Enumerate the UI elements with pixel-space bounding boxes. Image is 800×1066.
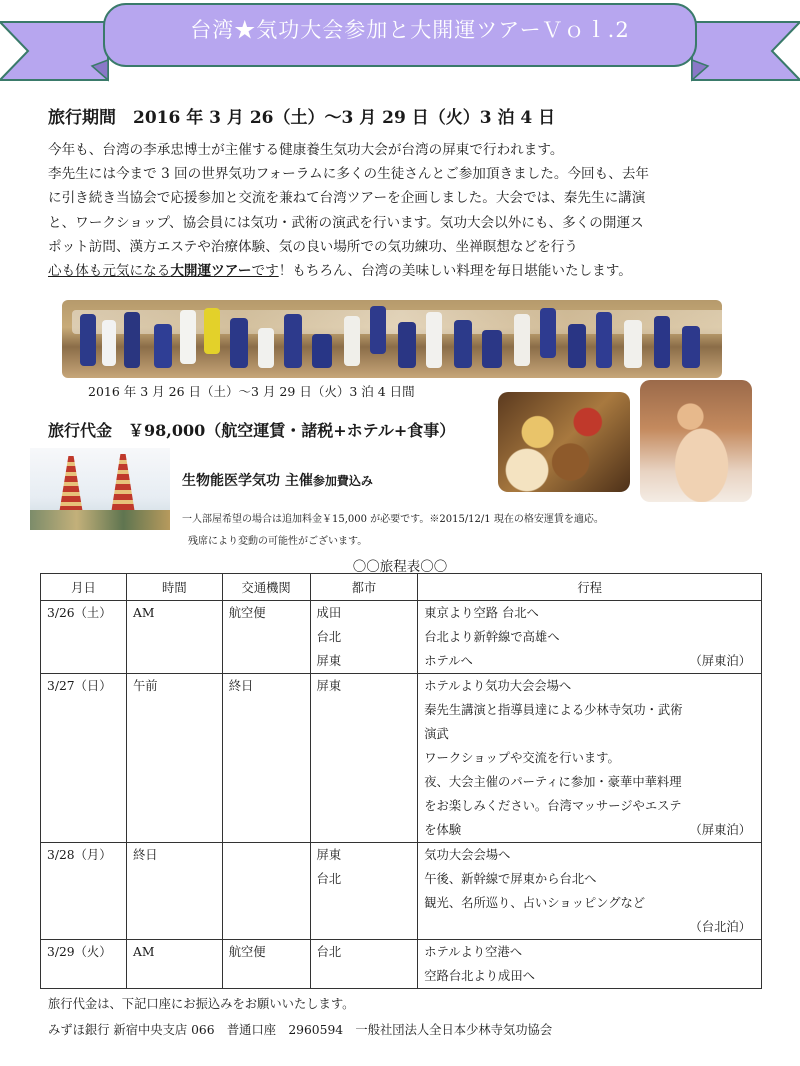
cell-transport [222, 674, 310, 843]
itinerary-line: ワークショップや交流を行います。 [424, 751, 620, 765]
cell-date-text: 3/27（日） [47, 679, 112, 693]
cell-transport [222, 843, 310, 940]
cell-itinerary [418, 674, 762, 843]
cell-itinerary [418, 843, 762, 940]
itinerary-line: 台北より新幹線で高雄へ [424, 630, 560, 644]
schedule-row [41, 940, 762, 989]
itinerary-line: ホテルより空港へ [424, 945, 523, 959]
itinerary-line: 秦先生講演と指導員達による少林寺気功・武術 [424, 703, 683, 717]
cell-time [126, 674, 222, 843]
host-fee-included: 参加費込み [312, 474, 373, 488]
itinerary-line: 東京より空路 台北へ [424, 606, 539, 620]
overnight-stay: （台北泊） [689, 920, 751, 934]
cell-date [41, 674, 127, 843]
underlined-text: です [251, 263, 279, 280]
itinerary-line: 観光、名所巡り、占いショッピングなど [424, 896, 646, 910]
intro-line: 李先生には今まで 3 回の世界気功フォーラムに多くの生徒さんとご参加頂きました。今回も、去年 [48, 166, 650, 183]
city-line: 台北 [316, 872, 342, 886]
cell-date-text: 3/26（土） [47, 606, 112, 620]
itinerary-line: をお楽しみください。台湾マッサージやエステ [424, 799, 682, 813]
intro-line [48, 259, 768, 283]
intro-line: に引き続き当協会で応援参加と交流を兼ねて台湾ツアーを企画しました。大会では、秦先生に講演 [48, 190, 646, 207]
cell-city [310, 940, 418, 989]
travel-price: 旅行代金 ￥98,000（航空運賃・諸税+ホテル+食事） [48, 421, 456, 440]
cell-date-text: 3/29（火） [47, 945, 112, 959]
itinerary-line: ホテルへ [424, 654, 473, 668]
cell-itinerary [418, 940, 762, 989]
food-photo [498, 392, 630, 492]
header-transport: 交通機関 [222, 574, 310, 601]
intro-line: と、ワークショップ、協会員には気功・武術の演武を行います。気功大会以外にも、多くの開運ス [48, 214, 644, 231]
cell-transport-text: 航空便 [228, 606, 266, 620]
cell-city [310, 601, 418, 674]
itinerary-line: 空路台北より成田へ [424, 969, 535, 983]
city-line: 屏東 [316, 848, 342, 862]
date-caption: 2016 年 3 月 26 日（土）～3 月 29 日（火）3 泊 4 日間 [88, 384, 415, 399]
intro-line: 今年も、台湾の李承忠博士が主催する健康養生気功大会が台湾の屏東で行われます。 [48, 142, 564, 158]
itinerary-line: 午後、新幹線で屏東から台北へ [424, 872, 597, 886]
underlined-text: 心も体も元気になる [48, 263, 171, 280]
schedule-row [41, 843, 762, 940]
cell-date [41, 601, 127, 674]
city-line: 屏東 [316, 654, 342, 668]
cell-transport-text: 航空便 [228, 945, 266, 959]
header-city: 都市 [310, 574, 418, 601]
intro-line-rest: ！もちろん、台湾の美味しい料理を毎日堪能いたします。 [278, 263, 632, 280]
cell-itinerary [418, 601, 762, 674]
cell-transport-text: 終日 [228, 679, 254, 693]
massage-photo [640, 380, 752, 502]
schedule-table [40, 573, 762, 989]
cell-city [310, 843, 418, 940]
city-line: 成田 [316, 606, 342, 620]
highlight-tour-name: 大開運ツアー [170, 263, 252, 280]
overnight-stay: （屏東泊） [689, 654, 751, 668]
intro-text [48, 138, 768, 283]
itinerary-line: 演武 [424, 727, 449, 741]
cell-time [126, 601, 222, 674]
itinerary-line: を体験 [424, 823, 462, 837]
seat-note: 残席により変動の可能性がございます。 [188, 536, 368, 547]
schedule-row [41, 674, 762, 843]
host-info [182, 470, 373, 490]
itinerary-line: ホテルより気功大会会場へ [424, 679, 572, 693]
cell-time-text: 終日 [132, 848, 158, 862]
city-line: 台北 [316, 945, 342, 959]
payment-instruction: 旅行代金は、下記口座にお振込みをお願いいたします。 [48, 997, 355, 1011]
itinerary-line: 夜、大会主催のパーティに参加・豪華中華料理 [424, 775, 682, 789]
city-line: 台北 [316, 630, 342, 644]
schedule-title: 〇〇旅程表〇〇 [352, 559, 448, 575]
cell-time [126, 940, 222, 989]
cell-time [126, 843, 222, 940]
itinerary-line: 気功大会会場へ [424, 848, 511, 862]
cell-transport [222, 940, 310, 989]
cell-date-text: 3/28（月） [47, 848, 112, 862]
host-main: 生物能医学気功 主催 [182, 473, 313, 489]
intro-line: ポット訪問、漢方エステや治療体験、気の良い場所での気功練功、坐禅瞑想などを行う [48, 238, 578, 255]
travel-period: 旅行期間 2016 年 3 月 26（土）～3 月 29 日（火）3 泊 4 日 [48, 108, 556, 128]
header-date: 月日 [41, 574, 127, 601]
cell-time-text: AM [132, 606, 155, 620]
cell-date [41, 843, 127, 940]
overnight-stay: （屏東泊） [689, 823, 751, 837]
header-time: 時間 [126, 574, 222, 601]
banner-title: 台湾★気功大会参加と大開運ツアーＶｏｌ.2 [190, 18, 630, 42]
cell-transport [222, 601, 310, 674]
cell-date [41, 940, 127, 989]
schedule-header-row [41, 574, 762, 601]
bank-account-info: みずほ銀行 新宿中央支店 066 普通口座 2960594 一般社団法人全日本少林寺気功協会 [48, 1023, 553, 1037]
cell-time-text: 午前 [132, 679, 158, 693]
schedule-row [41, 601, 762, 674]
cell-time-text: AM [132, 945, 155, 959]
cell-transport-text [229, 843, 310, 867]
qigong-group-photo [62, 300, 722, 378]
single-room-note: 一人部屋希望の場合は追加料金￥15,000 が必要です。※2015/12/1 現在の格安運賃を適応。 [182, 514, 604, 525]
pagoda-photo [30, 448, 170, 530]
cell-city [310, 674, 418, 843]
city-line: 屏東 [316, 679, 342, 693]
header-itinerary: 行程 [418, 574, 762, 601]
